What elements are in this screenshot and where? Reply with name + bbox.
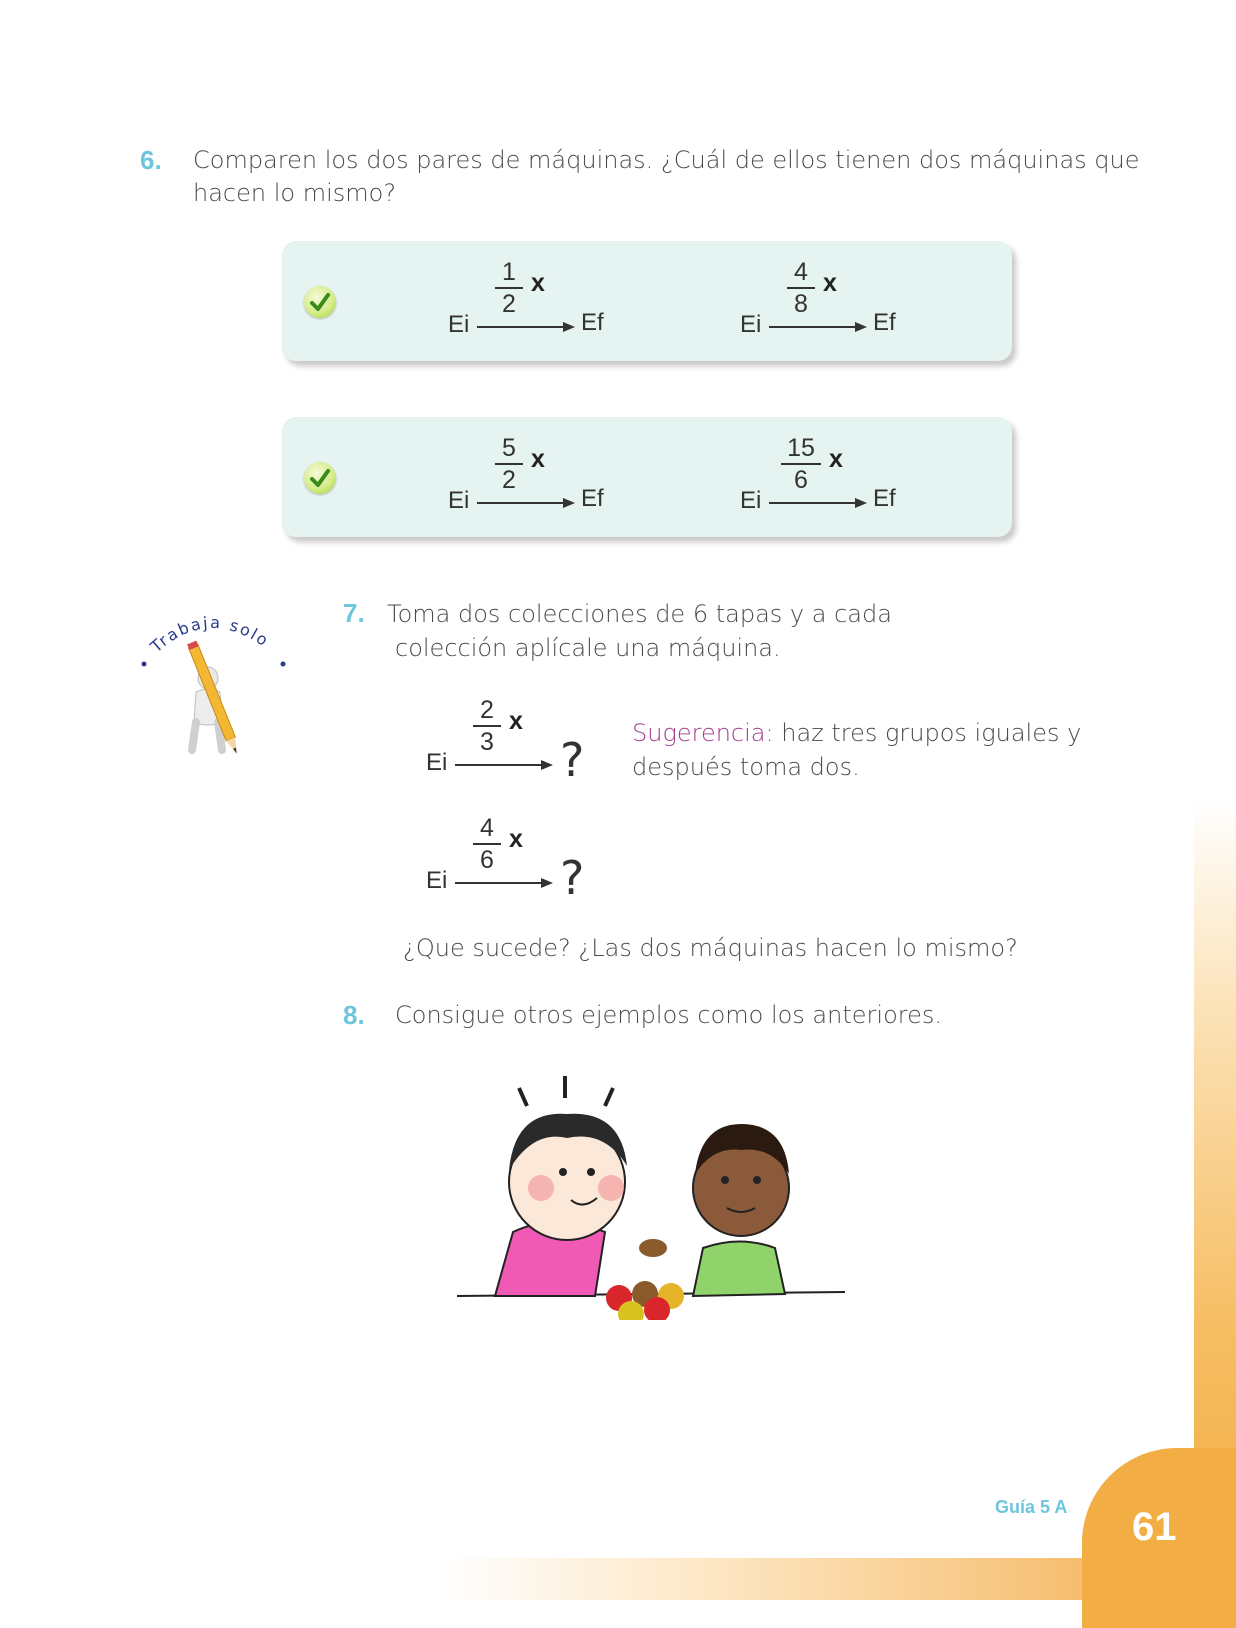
check-icon[interactable] — [304, 286, 336, 318]
fraction — [470, 813, 504, 875]
ei-label: Ei — [740, 487, 762, 514]
check-icon[interactable] — [304, 462, 336, 494]
machine-pair-panel-2 — [282, 417, 1012, 537]
denominator: 2 — [502, 465, 516, 494]
bottle-caps — [606, 1281, 684, 1320]
times-operator: x — [823, 269, 837, 297]
arrow-icon — [455, 876, 555, 890]
numerator: 4 — [794, 258, 808, 286]
ei-label: Ei — [740, 311, 762, 338]
girl-figure — [495, 1076, 667, 1296]
page-number: 61 — [1132, 1505, 1177, 1549]
q8-text: Consigue otros ejemplos como los anteriores. — [395, 1001, 942, 1029]
numerator: 1 — [502, 258, 516, 286]
q6-number: 6. — [140, 145, 162, 175]
numerator: 2 — [480, 696, 494, 724]
ei-label: Ei — [448, 487, 470, 514]
machine-pair-panel-1 — [282, 241, 1012, 361]
trabaja-solo-badge — [130, 600, 300, 770]
fraction — [492, 433, 526, 495]
fraction — [470, 695, 504, 757]
q6-text-line1: Comparen los dos pares de máquinas. ¿Cuál de ellos tienen dos máquinas que — [193, 146, 1140, 174]
denominator: 6 — [794, 465, 808, 494]
ef-label: Ef — [581, 485, 604, 512]
q8-number: 8. — [343, 1000, 365, 1030]
ef-label: Ef — [873, 485, 896, 512]
machine-2-left — [448, 433, 648, 523]
fraction — [492, 257, 526, 319]
hint-line1 — [632, 716, 1081, 750]
badge-text: Trabaja solo — [146, 612, 274, 657]
ef-label: Ef — [581, 309, 604, 336]
unknown-result: ? — [560, 733, 585, 787]
hint-text-1: haz tres grupos iguales y — [781, 719, 1082, 747]
numerator: 15 — [787, 434, 815, 462]
times-operator: x — [531, 445, 545, 473]
ei-label: Ei — [448, 311, 470, 338]
unknown-result: ? — [560, 851, 585, 905]
arrow-icon — [477, 496, 577, 510]
machine-1-right — [740, 257, 940, 347]
times-operator: x — [509, 707, 523, 735]
arrow-icon — [769, 496, 869, 510]
ef-label: Ef — [873, 309, 896, 336]
trabaja-solo-icon — [130, 600, 300, 770]
denominator: 2 — [502, 289, 516, 318]
ei-label: Ei — [426, 867, 448, 894]
denominator: 6 — [480, 845, 494, 874]
q7-text-line1: Toma dos colecciones de 6 tapas y a cada — [387, 600, 892, 628]
arrow-icon — [769, 320, 869, 334]
q7-machine-2 — [426, 813, 606, 913]
times-operator: x — [829, 445, 843, 473]
machine-1-left — [448, 257, 648, 347]
guide-label: Guía 5 A — [995, 1497, 1068, 1517]
denominator: 3 — [480, 727, 494, 756]
svg-text:Trabaja solo — [146, 613, 273, 657]
fraction — [784, 257, 818, 319]
q7-number: 7. — [343, 598, 365, 628]
side-gradient — [1194, 800, 1236, 1560]
q7-text-line2: colección aplícale una máquina. — [395, 634, 781, 662]
q7-machine-1 — [426, 695, 606, 795]
arrow-icon — [477, 320, 577, 334]
children-illustration — [455, 1070, 855, 1320]
denominator: 8 — [794, 289, 808, 318]
ei-label: Ei — [426, 749, 448, 776]
q6-text-line2: hacen lo mismo? — [193, 179, 397, 207]
numerator: 5 — [502, 434, 516, 462]
times-operator: x — [531, 269, 545, 297]
boy-figure — [693, 1124, 789, 1296]
machine-2-right — [740, 433, 940, 523]
arrow-icon — [455, 758, 555, 772]
hint-label: Sugerencia: — [632, 719, 774, 747]
q7-follow-up: ¿Que sucede? ¿Las dos máquinas hacen lo mismo? — [403, 934, 1018, 962]
fraction — [778, 433, 824, 495]
hint-line2: después toma dos. — [632, 753, 860, 781]
numerator: 4 — [480, 814, 494, 842]
times-operator: x — [509, 825, 523, 853]
